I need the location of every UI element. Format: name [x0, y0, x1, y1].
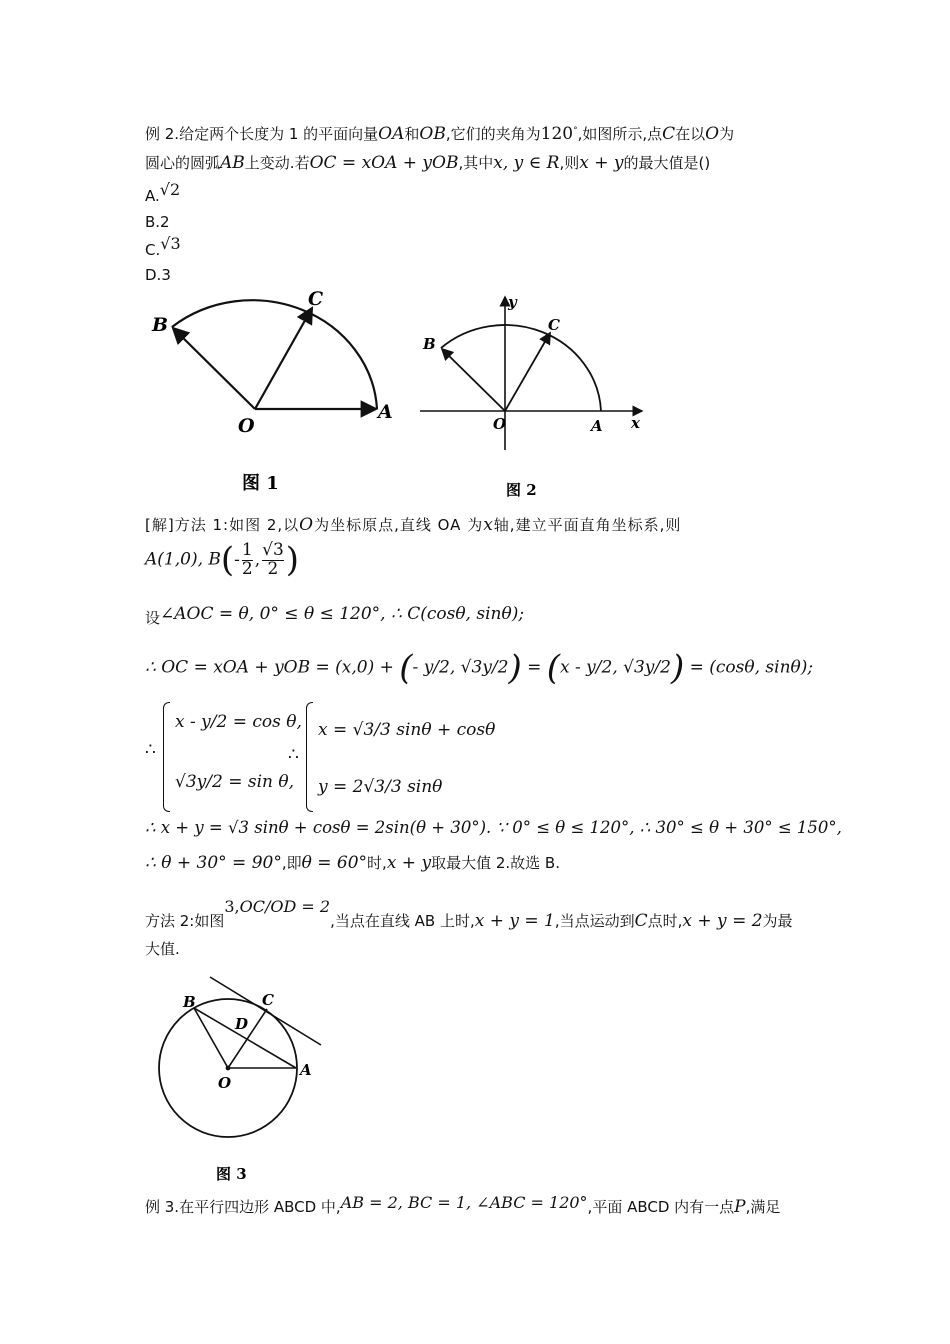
system1-brace	[163, 702, 170, 812]
option-c: C.√3	[145, 234, 181, 259]
system1-eq2: √3y/2 = sin θ,	[175, 772, 294, 792]
label-y: y	[508, 293, 517, 311]
frac-half: $\frac{1}{2}$	[241, 539, 253, 579]
solution1-final: ∴ θ + 30° = 90°,即θ = 60°时,x + y取最大值 2.故选 B.	[145, 853, 560, 873]
arc-ab: AB	[220, 153, 245, 173]
figure-2	[410, 290, 655, 505]
label-o: O	[493, 415, 507, 433]
label-b: B	[423, 335, 436, 353]
solution1-vector-eq: ∴ OC = xOA + yOB = (x,0) + (- y/2, √3y/2) = (x - y/2, √3y/2) = (cosθ, sinθ);	[145, 648, 814, 688]
figure-3-caption: 图 3	[216, 1165, 247, 1183]
vector-ob: OB	[419, 124, 446, 144]
solution2-line2: 大值.	[145, 940, 180, 958]
label-c: C	[308, 288, 324, 310]
label-b: B	[183, 993, 196, 1011]
option-b: B.2	[145, 213, 170, 231]
option-d: D.3	[145, 266, 171, 284]
arc	[441, 325, 601, 411]
segment-ob	[194, 1008, 228, 1068]
label-o: O	[218, 1074, 232, 1092]
figure-2-caption: 图 2	[506, 481, 537, 499]
solution2-line1: 方法 2:如图3,OC/OD = 2,当点在直线 AB 上时,x + y = 1,当点运动到C点时,x + y = 2为最	[145, 897, 793, 931]
solution1-set-line: 设∠AOC = θ, 0° ≤ θ ≤ 120°, ∴ C(cosθ, sinθ);	[145, 604, 525, 627]
system2-eq2: y = 2√3/3 sinθ	[318, 777, 443, 797]
vector-ob-line	[442, 349, 505, 411]
figure-1	[140, 285, 410, 505]
option-a: A.√2	[145, 180, 181, 205]
point-o	[226, 1066, 231, 1071]
label-d: D	[235, 1015, 249, 1033]
problem3-line1: 例 3.在平行四边形 ABCD 中,AB = 2, BC = 1, ∠ABC = 120°,平面 ABCD 内有一点P,满足	[145, 1193, 781, 1217]
solution1-intro: [解]方法 1:如图 2,以O为坐标原点,直线 OA 为x轴,建立平面直角坐标系,则	[145, 515, 682, 535]
label-a: A	[300, 1061, 312, 1079]
label-a: A	[591, 417, 603, 435]
label-o: O	[238, 415, 255, 437]
vector-oc-line	[505, 333, 550, 411]
frac-root3-half: $\frac{√3}{2}$	[262, 539, 284, 579]
system2-eq1: x = √3/3 sinθ + cosθ	[318, 720, 496, 740]
solution1-result: ∴ x + y = √3 sinθ + cosθ = 2sin(θ + 30°). ∵ 0° ≤ θ ≤ 120°, ∴ 30° ≤ θ + 30° ≤ 150°,	[145, 818, 842, 837]
label-b: B	[152, 314, 169, 336]
problem2-line1: 例 2.给定两个长度为 1 的平面向量OA和OB,它们的夹角为120°,如图所示,点C在以O为	[145, 124, 735, 144]
system1-eq1: x - y/2 = cos θ,	[175, 712, 302, 732]
label-c: C	[548, 316, 560, 334]
label-a: A	[378, 401, 393, 423]
system2-brace	[306, 702, 313, 812]
vector-oc-line	[255, 308, 312, 409]
vector-ob-line	[173, 328, 255, 409]
arc	[172, 300, 377, 409]
vector-oa: OA	[378, 124, 405, 144]
label-c: C	[262, 991, 274, 1009]
figure-1-caption: 图 1	[242, 473, 279, 494]
label-x: x	[631, 414, 640, 432]
problem2-line2: 圆心的圆弧AB上变动.若OC = xOA + yOB,其中x, y ∈ R,则x + y的最大值是()	[145, 153, 711, 173]
ratio-oc-od: OC/OD = 2	[239, 897, 331, 916]
vector-equation: OC = xOA + yOB	[309, 153, 459, 173]
figure-3	[150, 975, 335, 1190]
angle-120: 120	[540, 124, 574, 144]
solution1-points: A(1,0), B(- $\frac{1}{2}$ , $\frac{√3}{2}$ )	[145, 539, 300, 580]
